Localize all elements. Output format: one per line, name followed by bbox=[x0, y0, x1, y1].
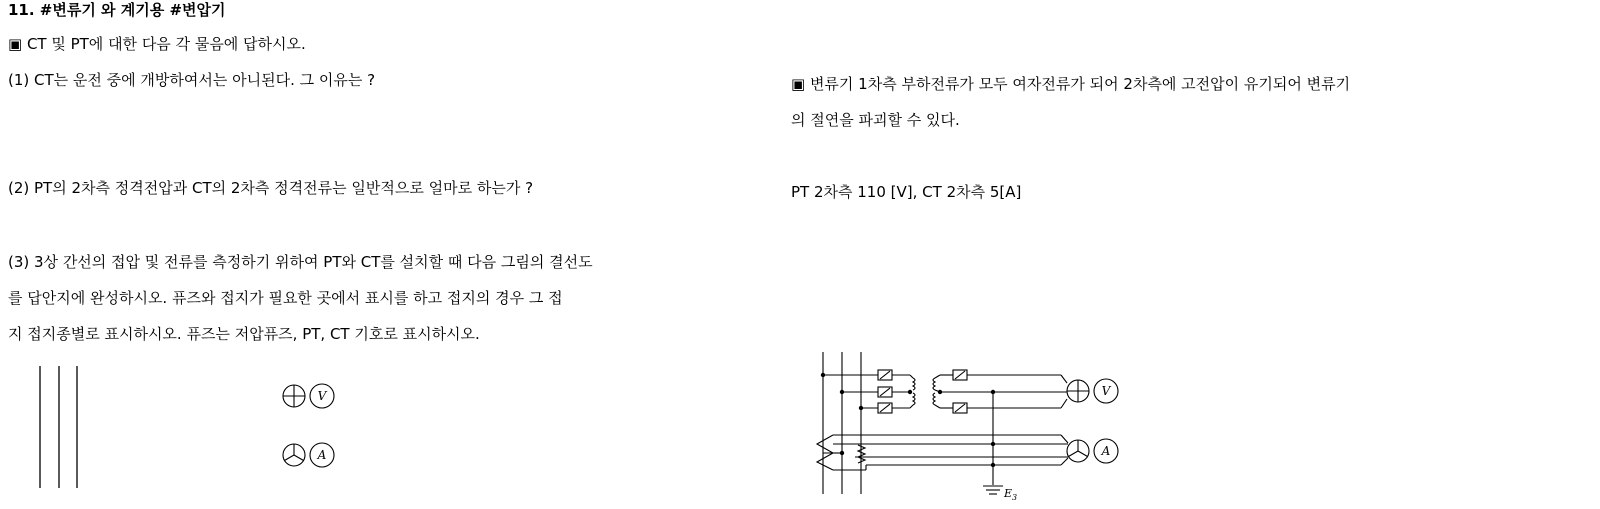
voltage-switch-icon bbox=[1067, 380, 1089, 402]
primary-fuse-icon bbox=[878, 370, 892, 413]
page-title: 11. #변류기 와 계기용 #변압기 bbox=[8, 1, 226, 19]
ammeter-label: A bbox=[317, 448, 327, 462]
voltmeter-icon bbox=[310, 384, 334, 408]
question-3-line-1: (3) 3상 간선의 접압 및 전류를 측정하기 위하여 PT와 CT를 설치할 때 다음 그림의 결선도 bbox=[8, 253, 593, 271]
answer-1-line-2: 의 절연을 파괴할 수 있다. bbox=[791, 111, 960, 129]
intro-text: ▣ CT 및 PT에 대한 다음 각 물음에 답하시오. bbox=[8, 35, 306, 53]
voltage-switch-icon bbox=[283, 385, 305, 407]
current-switch-icon bbox=[1067, 440, 1089, 462]
ground-icon bbox=[983, 486, 1003, 494]
ground-label-subscript: 3 bbox=[1012, 493, 1018, 502]
question-3-line-3: 지 접지종별로 표시하시오. 퓨즈는 저압퓨즈, PT, CT 기호로 표시하시오. bbox=[8, 325, 480, 343]
voltmeter-icon bbox=[1094, 379, 1118, 403]
answer-1-line-1: ▣ 변류기 1차측 부하전류가 모두 여자전류가 되어 2차측에 고전압이 유기되어 변류기 bbox=[791, 75, 1351, 93]
ammeter-icon bbox=[1094, 439, 1118, 463]
answer-wiring-diagram bbox=[800, 345, 1140, 509]
question-3-line-2: 를 답안지에 완성하시오. 퓨즈와 접지가 필요한 곳에서 표시를 하고 접지의 경우 그 접 bbox=[8, 289, 563, 307]
voltmeter-label: V bbox=[317, 389, 327, 403]
current-switch-icon bbox=[283, 444, 305, 466]
question-1: (1) CT는 운전 중에 개방하여서는 아니된다. 그 이유는 ? bbox=[8, 71, 376, 89]
ammeter-icon bbox=[310, 443, 334, 467]
question-wiring-diagram bbox=[0, 350, 360, 509]
pt-winding-icon bbox=[913, 378, 935, 405]
ammeter-label: A bbox=[1101, 444, 1111, 458]
answer-2: PT 2차측 110 [V], CT 2차측 5[A] bbox=[791, 183, 1022, 201]
ground-label: E bbox=[1004, 487, 1013, 500]
junction-dots bbox=[821, 373, 995, 467]
voltmeter-label: V bbox=[1101, 384, 1111, 398]
question-2: (2) PT의 2차측 정격전압과 CT의 2차측 정격전류는 일반적으로 얼마로 하는가 ? bbox=[8, 179, 534, 197]
